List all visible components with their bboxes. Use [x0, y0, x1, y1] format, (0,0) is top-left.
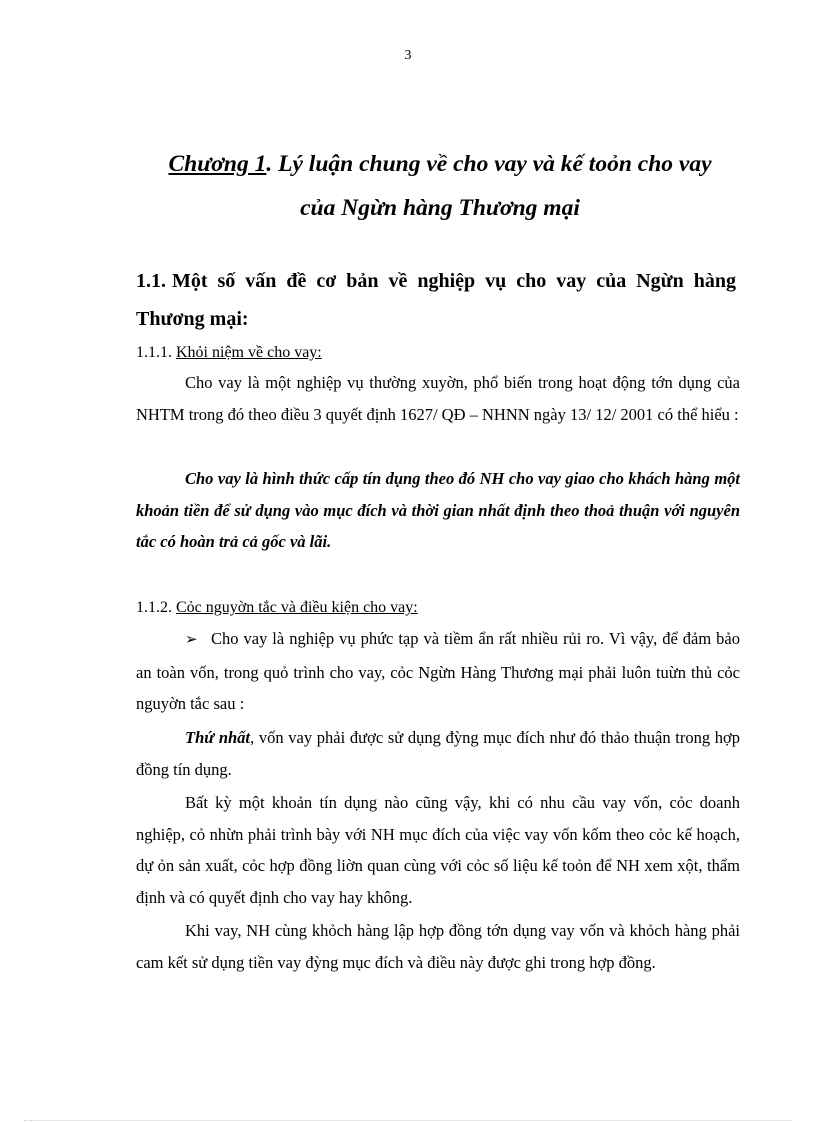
chapter-title-line-1: [100, 142, 780, 186]
arrow-bullet-icon: ➢: [185, 632, 198, 648]
subheading-number: 1.1.2.: [136, 599, 172, 616]
subheading-title: Cỏc nguyờn tắc và điều kiện cho vay:: [176, 599, 418, 616]
purpose-paragraph: Bất kỳ một khoản tín dụng nào cũng vậy, khi có nhu cầu vay vốn, cỏc doanh nghiệp, cỏ nhừn phải trình bày với NH mục đích của việc vay vốn kốm theo cỏc kế hoạch, dự ỏn sản xuất, cỏc hợp đồng liờn quan cùng với cỏc số liệu kế toỏn để NH xem xột, thẩm định và có quyết định cho vay hay không.: [136, 793, 740, 907]
subheading-1-1-1: [136, 342, 736, 364]
section-heading-1-1: [136, 262, 736, 338]
definition-paragraph: Cho vay là hình thức cấp tín dụng theo đó NH cho vay giao cho khách hàng một khoản tiền để sử dụng vào mục đích và thời gian nhất định theo thoả thuận với nguyên tắc có hoàn trả cả gốc và lãi.: [136, 469, 740, 551]
subheading-number: 1.1.1.: [136, 344, 172, 361]
definition-intro-paragraph: Cho vay là một nghiệp vụ thường xuyờn, phổ biến trong hoạt động tớn dụng của NHTM trong đó theo điều 3 quyết định 1627/ QĐ – NHNN ngày 13/ 12/ 2001 có thể hiểu :: [136, 373, 740, 424]
section-title: Một số vấn đề cơ bản về nghiệp vụ cho vay của Ngừn hàng Thương mại:: [136, 270, 736, 330]
chapter-title-text: . Lý luận chung về cho vay và kế toỏn cho vay: [266, 151, 712, 177]
page-number: 3: [404, 48, 412, 63]
subheading-1-1-2: [136, 597, 736, 619]
section-number: 1.1.: [136, 270, 166, 292]
chapter-title: [100, 142, 780, 230]
first-principle-paragraph: [136, 722, 740, 785]
subheading-title: Khỏi niệm về cho vay:: [176, 344, 322, 361]
first-principle-label: Thứ nhất: [185, 728, 251, 747]
bullet-text: Cho vay là nghiệp vụ phức tạp và tiềm ẩn rất nhiều rủi ro. Vì vậy, để đảm bảo an toàn vốn, trong quỏ trình cho vay, cỏc Ngừn Hàng Thương mại phải luôn tuừn thủ cỏc nguyờn tắc sau :: [136, 629, 740, 713]
first-principle-text: , vốn vay phải được sử dụng đỳng mục đích như đó thảo thuận trong hợp đồng tín dụng.: [136, 728, 741, 779]
chapter-label: Chương 1: [168, 151, 267, 177]
bullet-paragraph: [136, 623, 740, 720]
contract-paragraph: Khi vay, NH cùng khỏch hàng lập hợp đồng tớn dụng vay vốn và khỏch hàng phải cam kết sử dụng tiền vay đỳng mục đích và điều này được ghi trong hợp đồng.: [136, 921, 740, 972]
chapter-title-line-2: của Ngừn hàng Thương mại: [300, 195, 580, 221]
page-bottom-divider: [24, 1120, 792, 1121]
